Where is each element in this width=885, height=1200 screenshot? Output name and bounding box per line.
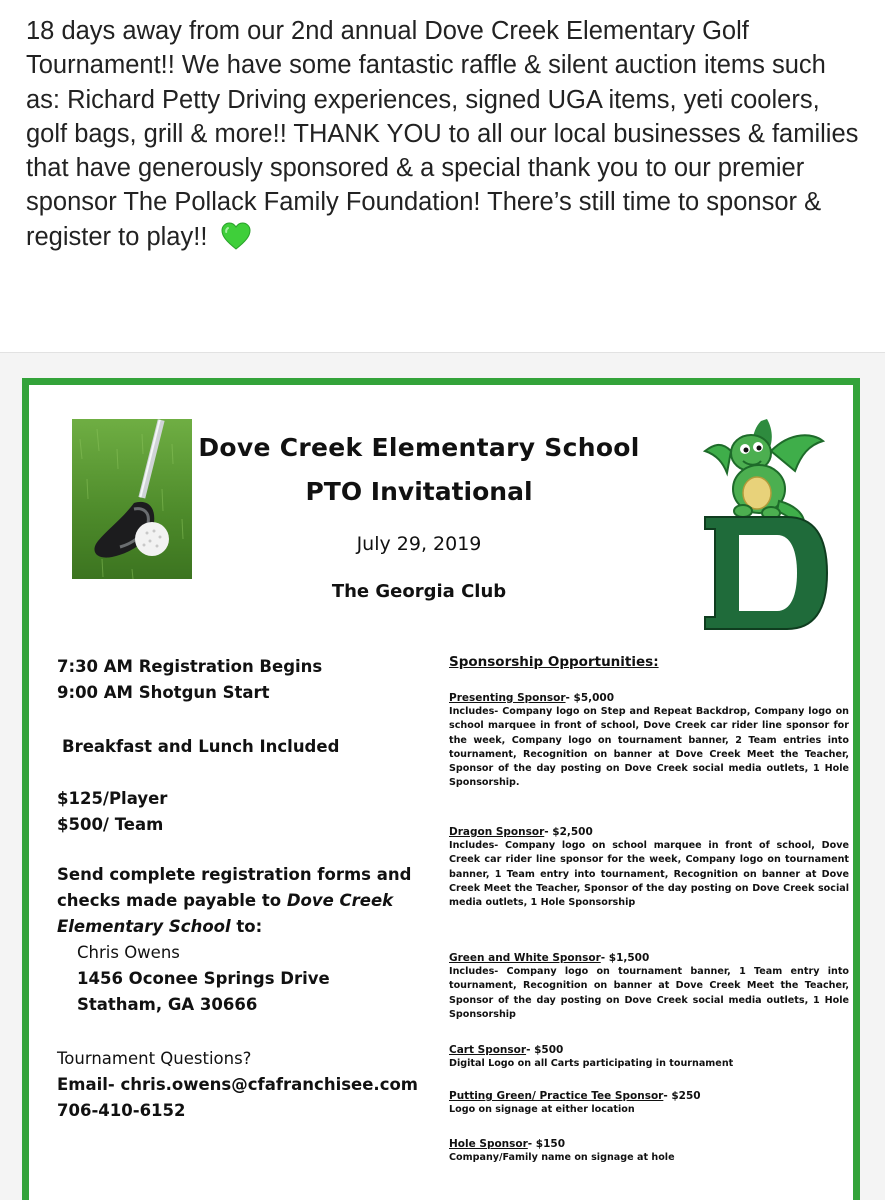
contact-email: Email- chris.owens@cfafranchisee.com xyxy=(57,1075,419,1094)
post-text xyxy=(26,14,866,259)
green-heart-icon xyxy=(221,222,251,259)
address-city: Statham, GA 30666 xyxy=(77,995,258,1014)
tournament-flyer-image[interactable] xyxy=(22,378,860,1200)
tier-description: Logo on signage at either location xyxy=(449,1104,635,1116)
tier-description: Includes- Company logo on Step and Repeat Backdrop, Company logo on school marquee in front of school, Dove Creek car rider line sponsor for the week, Company logo on tournament banner, 2 Team entries into tournament, Recognition on banner at Dove Creek Meet the Teacher, Sponsor of the day posting on Dove Creek social media outlets, 1 Hole Sponsorship. xyxy=(449,706,849,789)
sponsor-tier xyxy=(449,691,849,790)
sponsor-tier xyxy=(449,1137,849,1165)
tier-name: Presenting Sponsor xyxy=(449,692,566,704)
dragon-mascot-logo xyxy=(691,411,831,633)
shotgun-start-time: 9:00 AM Shotgun Start xyxy=(57,683,270,702)
tier-price: - $250 xyxy=(663,1090,701,1102)
address-street: 1456 Oconee Springs Drive xyxy=(77,969,330,988)
event-venue: The Georgia Club xyxy=(331,581,507,602)
tier-price: - $1,500 xyxy=(600,952,650,964)
address-name: Chris Owens xyxy=(77,943,180,962)
tier-name: Putting Green/ Practice Tee Sponsor xyxy=(449,1090,664,1102)
send-forms-line3: Elementary School to: xyxy=(57,917,263,936)
post-body: 18 days away from our 2nd annual Dove Creek Elementary Golf Tournament!! We have some fantastic raffle & silent auction items such as: Richard Petty Driving experiences, signed UGA items, yeti coolers, golf bags, grill & more!! THANK YOU to all our local businesses & families that have generously sponsored & a special thank you to our premier sponsor The Pollack Family Foundation! There’s still time to sponsor & register to play!! xyxy=(26,17,859,251)
contact-phone: 706-410-6152 xyxy=(57,1101,186,1120)
golf-club-and-ball-photo xyxy=(72,419,192,579)
tier-price: - $500 xyxy=(526,1044,564,1056)
price-per-player: $125/Player xyxy=(57,789,168,808)
sponsor-tier xyxy=(449,1043,849,1071)
sponsor-tier xyxy=(449,825,849,910)
tier-description: Digital Logo on all Carts participating in tournament xyxy=(449,1058,734,1070)
price-per-team: $500/ Team xyxy=(57,815,164,834)
tier-name: Cart Sponsor xyxy=(449,1044,527,1056)
tier-name: Hole Sponsor xyxy=(449,1138,528,1150)
tier-name: Green and White Sponsor xyxy=(449,952,601,964)
tier-description: Includes- Company logo on tournament banner, 1 Team entry into tournament, Recognition on banner at Dove Creek Meet the Teacher, Sponsor of the day posting on Dove Creek social media outlets, 1 Hole Sponsorship xyxy=(449,966,849,1020)
event-title: PTO Invitational xyxy=(305,477,533,506)
registration-time: 7:30 AM Registration Begins xyxy=(57,657,323,676)
sponsor-tier xyxy=(449,951,849,1022)
send-forms-line2: checks made payable to Dove Creek xyxy=(57,891,394,910)
tier-price: - $5,000 xyxy=(565,692,615,704)
tier-price: - $2,500 xyxy=(544,826,593,838)
tier-description: Company/Family name on signage at hole xyxy=(449,1152,675,1164)
school-title: Dove Creek Elementary School xyxy=(198,433,640,462)
meals-included: Breakfast and Lunch Included xyxy=(62,737,340,756)
tier-name: Dragon Sponsor xyxy=(449,826,545,838)
tier-price: - $150 xyxy=(527,1138,566,1150)
event-date: July 29, 2019 xyxy=(356,533,482,555)
tier-description: Includes- Company logo on school marquee in front of school, Dove Creek car rider line sponsor for the week, Company logo on tournament banner, 1 Team entry into tournament, Recognition on banner at Dove Creek Meet the Teacher, Sponsor of the day posting on Dove Creek social media outlets, 1 Hole Sponsorship xyxy=(449,840,849,909)
sponsorship-title: Sponsorship Opportunities: xyxy=(449,654,659,670)
sponsor-tier xyxy=(449,1089,849,1117)
tournament-questions: Tournament Questions? xyxy=(57,1049,252,1068)
send-forms-line1: Send complete registration forms and xyxy=(57,865,412,884)
